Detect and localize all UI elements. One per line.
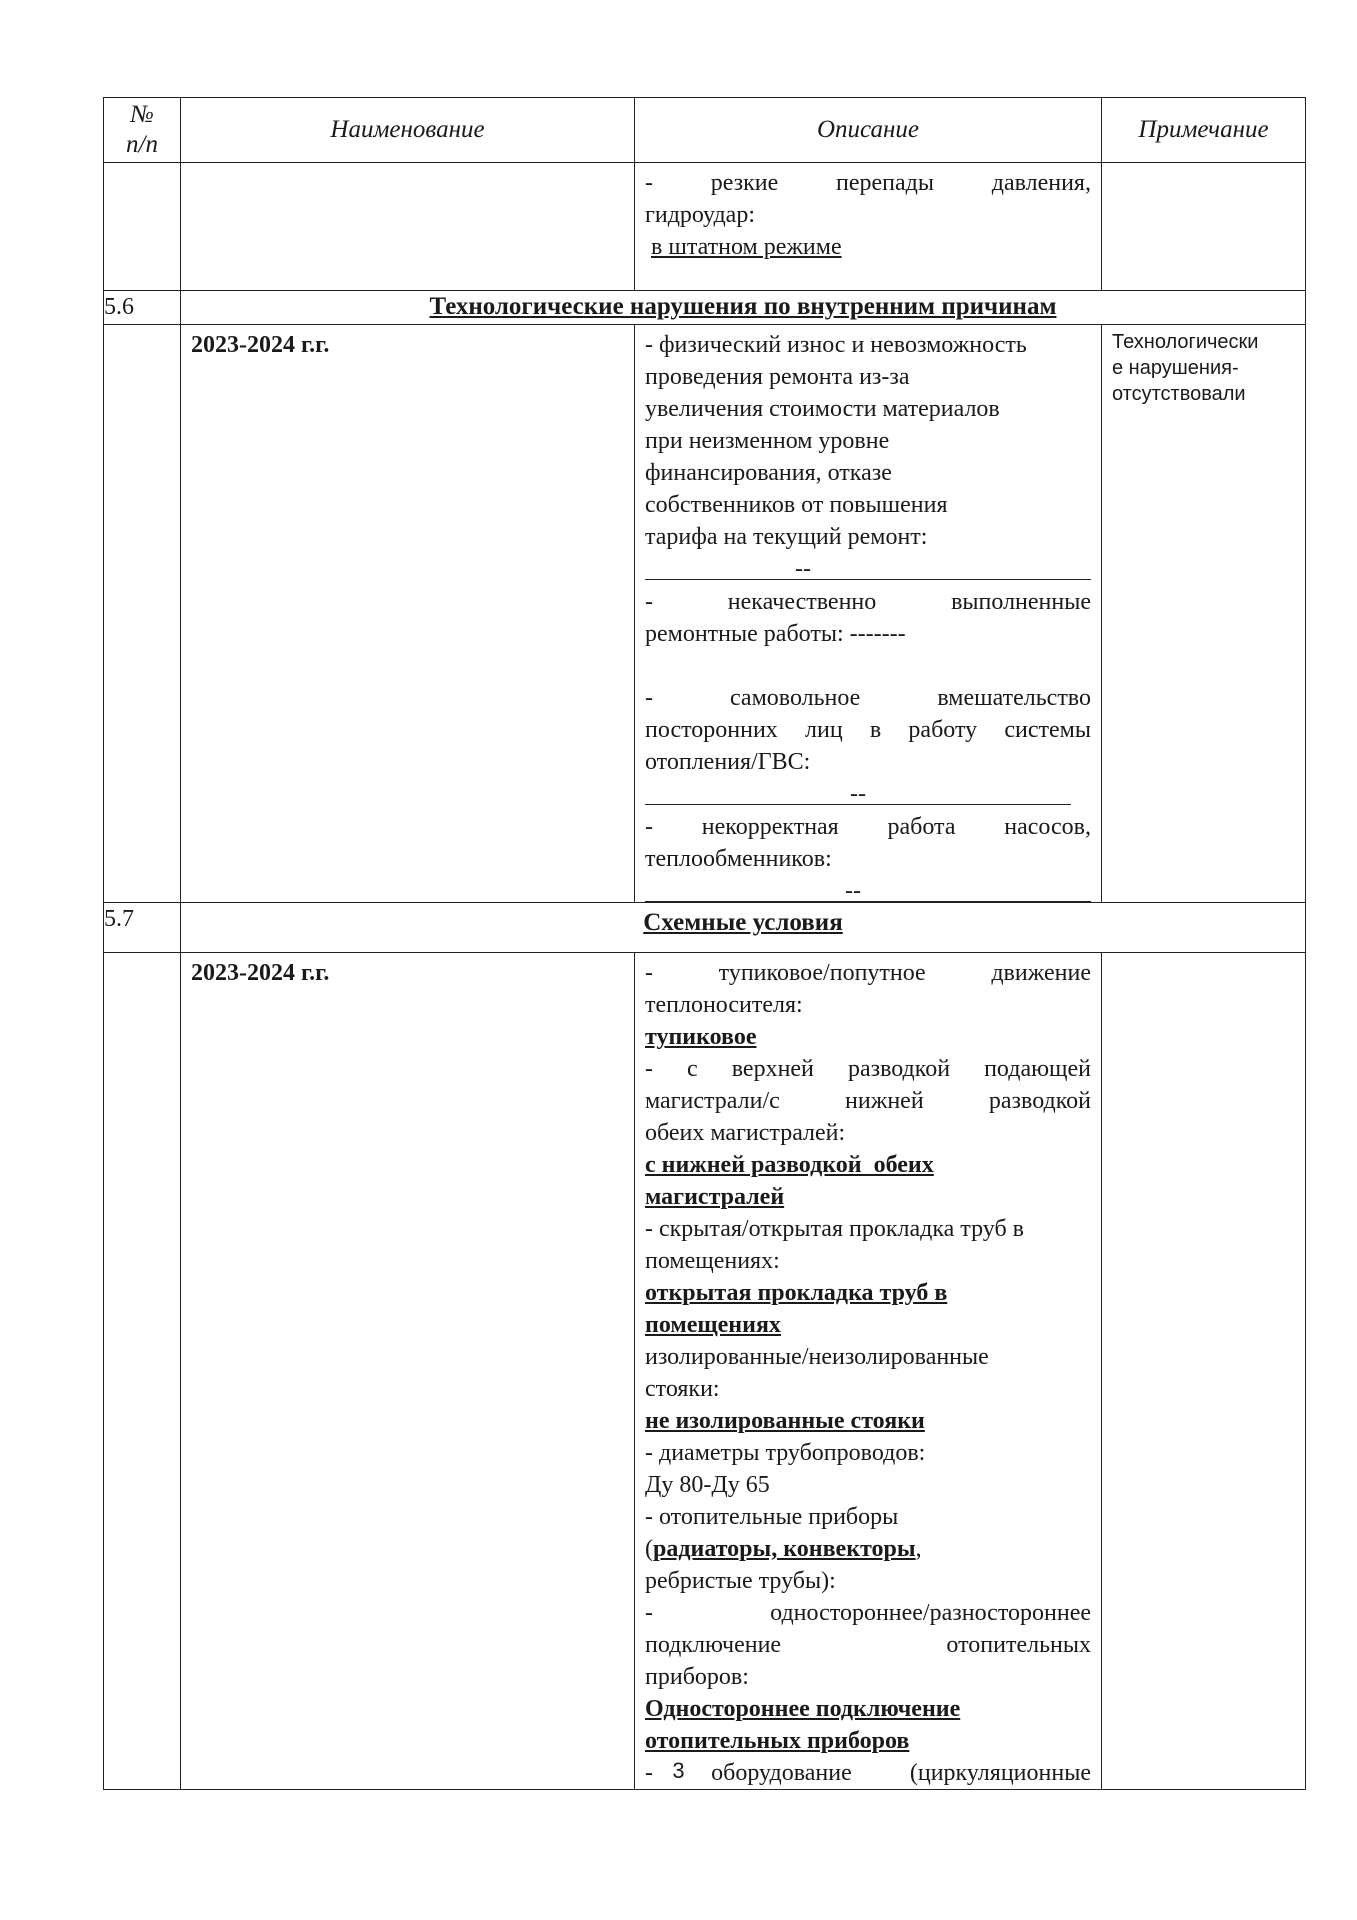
note-line: е нарушения-: [1112, 357, 1239, 379]
desc-value: тупиковое: [645, 1024, 757, 1050]
desc-line: магистрали/с нижней разводкой: [645, 1088, 1091, 1114]
desc-line: теплоносителя:: [645, 992, 803, 1018]
desc-line: ребристые трубы):: [645, 1568, 836, 1594]
section-header-5-7: [104, 903, 1306, 953]
header-name: Наименование: [181, 98, 635, 163]
desc-line: (радиаторы, конвекторы,: [645, 1536, 922, 1562]
report-table: [103, 97, 1306, 1790]
cell-num: [104, 325, 181, 903]
desc-line: - физический износ и невозможность: [645, 332, 1027, 358]
cell-num: [104, 163, 181, 291]
desc-line: отопления/ГВС:: [645, 749, 811, 775]
period-label: 2023-2024 г.г.: [191, 332, 330, 358]
section-num: 5.6: [104, 291, 181, 325]
note-line: отсутствовали: [1112, 383, 1246, 405]
header-note: Примечание: [1102, 98, 1306, 163]
cell-note: [1102, 325, 1306, 903]
desc-line: финансирования, отказе: [645, 460, 892, 486]
desc-value: с нижней разводкой обеих: [645, 1152, 934, 1178]
blank-line: --: [645, 553, 1091, 580]
desc-line: подключение отопительных: [645, 1632, 1091, 1658]
desc-line: тарифа на текущий ремонт:: [645, 524, 928, 550]
desc-value: в штатном режиме: [651, 234, 842, 260]
desc-line: - оборудование (циркуляционные: [645, 1760, 1091, 1786]
section-title: Схемные условия: [181, 903, 1306, 953]
cell-note: [1102, 953, 1306, 1790]
page-number: 3: [672, 1758, 685, 1783]
desc-value: открытая прокладка труб в: [645, 1280, 948, 1306]
desc-line: ремонтные работы: -------: [645, 621, 906, 647]
section-num: 5.7: [104, 903, 181, 953]
desc-line: изолированные/неизолированные: [645, 1344, 989, 1370]
desc-value: помещениях: [645, 1312, 781, 1338]
desc-line: - диаметры трубопроводов:: [645, 1440, 926, 1466]
desc-line: - некачественно выполненные: [645, 589, 1091, 615]
desc-line: - с верхней разводкой подающей: [645, 1056, 1091, 1082]
desc-line: посторонних лиц в работу системы: [645, 717, 1091, 743]
table-row-5-6: [104, 325, 1306, 903]
desc-line: приборов:: [645, 1664, 749, 1690]
period-label: 2023-2024 г.г.: [191, 960, 330, 986]
cell-name: [181, 325, 635, 903]
desc-line: - тупиковое/попутное движение: [645, 960, 1091, 986]
header-num: № п/п: [104, 98, 181, 163]
desc-line: стояки:: [645, 1376, 720, 1402]
cell-name: [181, 163, 635, 291]
desc-line: - резкие перепады давления,: [645, 170, 1091, 196]
desc-line: обеих магистралей:: [645, 1120, 846, 1146]
section-title: Технологические нарушения по внутренним причинам: [181, 291, 1306, 325]
desc-line: помещениях:: [645, 1248, 780, 1274]
cell-name: [181, 953, 635, 1790]
section-header-5-6: [104, 291, 1306, 325]
desc-value: Одностороннее подключение: [645, 1696, 961, 1722]
desc-value: Ду 80-Ду 65: [645, 1472, 770, 1498]
cell-num: [104, 953, 181, 1790]
cell-description: [635, 163, 1102, 291]
table-row-continuation: [104, 163, 1306, 291]
desc-line: собственников от повышения: [645, 492, 948, 518]
header-description: Описание: [635, 98, 1102, 163]
desc-line: - самовольное вмешательство: [645, 685, 1091, 711]
blank-line: --: [645, 778, 1071, 805]
cell-description: [635, 325, 1102, 903]
desc-line: - отопительные приборы: [645, 1504, 899, 1530]
desc-line: при неизменном уровне: [645, 428, 890, 454]
desc-line: увеличения стоимости материалов: [645, 396, 1000, 422]
table-header-row: [104, 98, 1306, 163]
desc-value: не изолированные стояки: [645, 1408, 925, 1434]
cell-note: [1102, 163, 1306, 291]
desc-line: гидроудар:: [645, 202, 756, 228]
desc-line: - одностороннее/разностороннее: [645, 1600, 1091, 1626]
desc-value: отопительных приборов: [645, 1728, 910, 1754]
cell-description: [635, 953, 1102, 1790]
desc-value: магистралей: [645, 1184, 785, 1210]
table-row-5-7: [104, 953, 1306, 1790]
desc-line: проведения ремонта из-за: [645, 364, 910, 390]
note-line: Технологически: [1112, 331, 1259, 353]
desc-line: теплообменников:: [645, 846, 832, 872]
desc-line: - скрытая/открытая прокладка труб в: [645, 1216, 1024, 1242]
blank-line: --: [645, 875, 1091, 902]
desc-line: - некорректная работа насосов,: [645, 814, 1091, 840]
